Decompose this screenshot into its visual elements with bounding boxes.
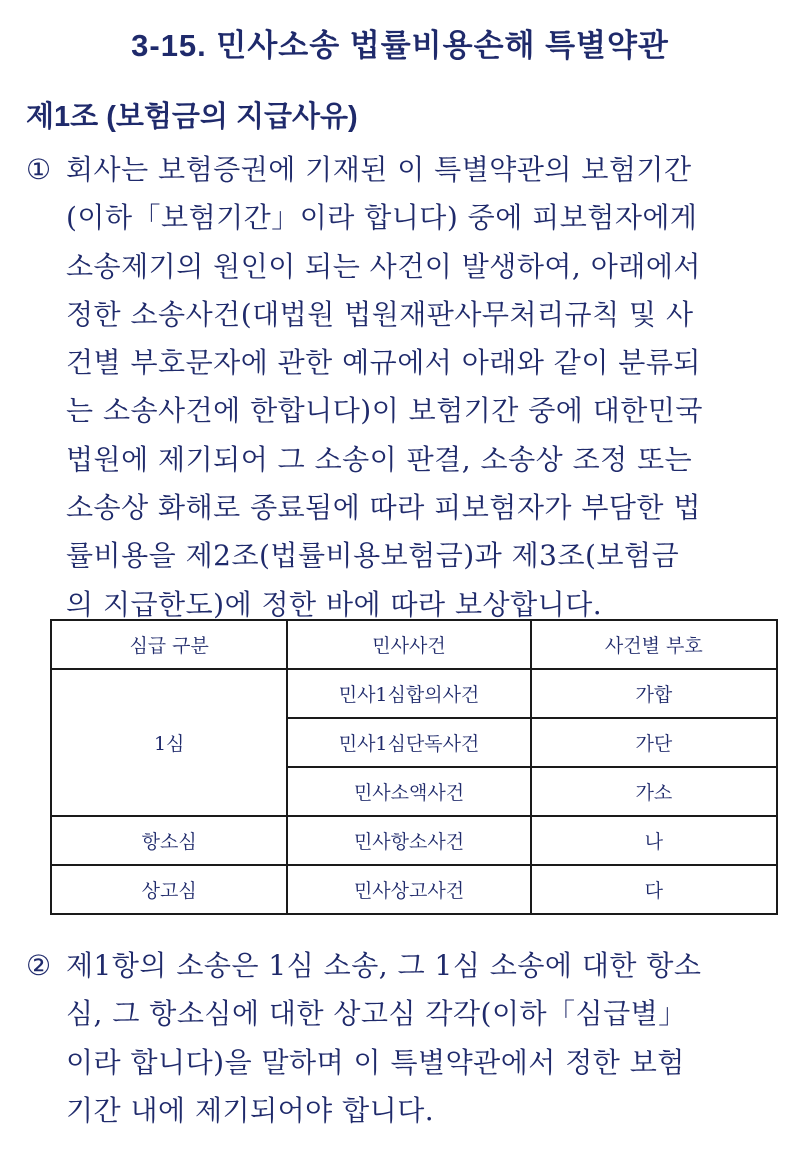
- clause-line: 정한 소송사건(대법원 법원재판사무처리규칙 및 사: [66, 297, 694, 331]
- clause-number: ①: [26, 153, 52, 186]
- level-cell: 상고심: [51, 865, 287, 914]
- clause-line: 기간 내에 제기되어야 합니다.: [66, 1093, 435, 1127]
- case-cell: 민사상고사건: [287, 865, 530, 914]
- clause-line: ① 회사는 보험증권에 기재된 이 특별약관의 보험기간: [26, 146, 778, 194]
- header-case: 민사사건: [287, 620, 530, 669]
- page-title: 3-15. 민사소송 법률비용손해 특별약관: [131, 28, 669, 63]
- case-classification-table: [50, 619, 778, 915]
- case-cell: 민사1심단독사건: [287, 718, 530, 767]
- clause-line: 의 지급한도)에 정한 바에 따라 보상합니다.: [66, 587, 603, 621]
- level-cell: 항소심: [51, 816, 287, 865]
- code-cell: 가소: [531, 767, 777, 816]
- table-row: [51, 865, 777, 914]
- clause-1: [26, 146, 778, 629]
- case-cell: 민사소액사건: [287, 767, 530, 816]
- clause-line: 심, 그 항소심에 대한 상고심 각각(이하「심급별」: [66, 997, 687, 1031]
- table-header-row: [51, 620, 777, 669]
- clause-line: 이라 합니다)을 말하며 이 특별약관에서 정한 보험: [66, 1045, 685, 1079]
- clause-line: 률비용을 제2조(법률비용보험금)과 제3조(보험금: [66, 539, 680, 573]
- clause-line: 법원에 제기되어 그 소송이 판결, 소송상 조정 또는: [66, 442, 693, 476]
- clause-2: [26, 942, 778, 1135]
- clause-line: (이하「보험기간」이라 합니다) 중에 피보험자에게: [66, 201, 698, 235]
- clause-line: 소송제기의 원인이 되는 사건이 발생하여, 아래에서: [66, 249, 701, 283]
- clause-number: ②: [26, 949, 52, 982]
- case-cell: 민사1심합의사건: [287, 669, 530, 718]
- code-cell: 나: [531, 816, 777, 865]
- code-cell: 가단: [531, 718, 777, 767]
- code-cell: 다: [531, 865, 777, 914]
- level-cell: 1심: [51, 669, 287, 816]
- case-cell: 민사항소사건: [287, 816, 530, 865]
- table-row: [51, 669, 777, 718]
- clause-line: 는 소송사건에 한합니다)이 보험기간 중에 대한민국: [66, 394, 703, 428]
- header-level: 심급 구분: [51, 620, 287, 669]
- clause-line: ② 제1항의 소송은 1심 소송, 그 1심 소송에 대한 항소: [26, 942, 778, 990]
- code-cell: 가합: [531, 669, 777, 718]
- clause-line: 건별 부호문자에 관한 예규에서 아래와 같이 분류되: [66, 346, 701, 380]
- clause-line: 소송상 화해로 종료됨에 따라 피보험자가 부담한 법: [66, 491, 701, 525]
- header-code: 사건별 부호: [531, 620, 777, 669]
- table-row: [51, 816, 777, 865]
- article-heading: 제1조 (보험금의 지급사유): [26, 101, 358, 133]
